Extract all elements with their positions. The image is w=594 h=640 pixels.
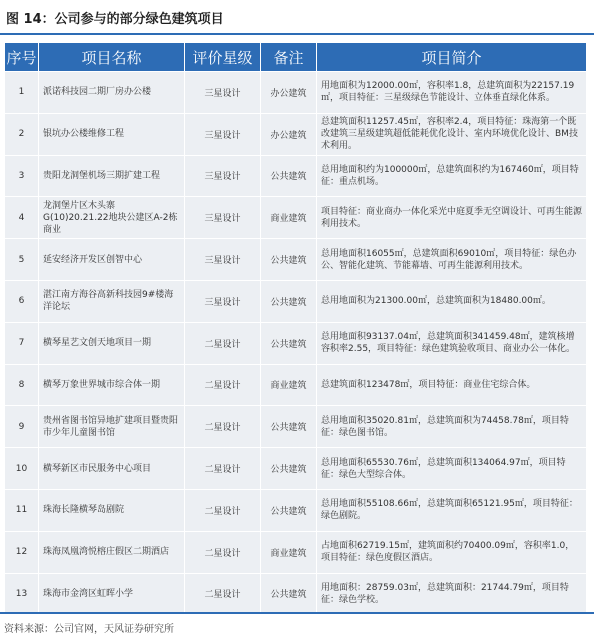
table-row — [5, 113, 587, 155]
header-remark: 备注 — [261, 43, 317, 72]
cell-description: 总用地面积65530.76㎡，总建筑面积134064.97㎡，项目特征：绿色大型综合体。 — [317, 448, 587, 490]
cell-project-name: 龙洞堡片区木头寨G(10)20.21.22地块公建区A-2栋商业 — [39, 197, 185, 239]
cell-no: 6 — [5, 280, 39, 322]
cell-remark: 公共建筑 — [261, 239, 317, 281]
cell-rating: 三星设计 — [185, 197, 261, 239]
table-row — [5, 72, 587, 114]
table-row — [5, 489, 587, 531]
cell-no: 1 — [5, 72, 39, 114]
table-row — [5, 280, 587, 322]
cell-project-name: 珠海市金湾区虹晖小学 — [39, 573, 185, 615]
cell-remark: 商业建筑 — [261, 197, 317, 239]
cell-no: 3 — [5, 155, 39, 197]
table-row — [5, 364, 587, 406]
cell-no: 10 — [5, 448, 39, 490]
figure-title: 图 14：公司参与的部分绿色建筑项目 — [6, 12, 224, 27]
cell-no: 13 — [5, 573, 39, 615]
cell-no: 12 — [5, 531, 39, 573]
cell-description: 总用地面积35020.81㎡，总建筑面积为74458.78㎡，项目特征：绿色图书馆。 — [317, 406, 587, 448]
cell-rating: 二星设计 — [185, 531, 261, 573]
cell-description: 总用地面积93137.04㎡，总建筑面积341459.48㎡，建筑核增容积率2.55，项目特征：绿色建筑验收项目、商业办公一体化。 — [317, 322, 587, 364]
header-rating: 评价星级 — [185, 43, 261, 72]
cell-description: 总用地面积为21300.00㎡，总建筑面积为18480.00㎡。 — [317, 280, 587, 322]
cell-description: 项目特征：商业商办一体化采光中庭夏季无空调设计、可再生能源利用技术。 — [317, 197, 587, 239]
cell-description: 用地面积为12000.00㎡，容积率1.8，总建筑面积为22157.19㎡，项目特征：三星级绿色节能设计、立体垂直绿化体系。 — [317, 72, 587, 114]
cell-remark: 公共建筑 — [261, 448, 317, 490]
cell-project-name: 珠海长隆横琴岛剧院 — [39, 489, 185, 531]
header-project-name: 项目名称 — [39, 43, 185, 72]
cell-project-name: 横琴星艺文创天地项目一期 — [39, 322, 185, 364]
cell-rating: 三星设计 — [185, 113, 261, 155]
cell-remark: 办公建筑 — [261, 72, 317, 114]
cell-rating: 二星设计 — [185, 448, 261, 490]
cell-project-name: 横琴新区市民服务中心项目 — [39, 448, 185, 490]
cell-rating: 二星设计 — [185, 322, 261, 364]
cell-rating: 二星设计 — [185, 364, 261, 406]
cell-description: 用地面积：28759.03㎡，总建筑面积：21744.79㎡，项目特征：绿色学校。 — [317, 573, 587, 615]
cell-remark: 商业建筑 — [261, 531, 317, 573]
header-no: 序号 — [5, 43, 39, 72]
cell-project-name: 银坑办公楼维修工程 — [39, 113, 185, 155]
table-header-row — [5, 43, 587, 72]
cell-remark: 公共建筑 — [261, 280, 317, 322]
cell-remark: 商业建筑 — [261, 364, 317, 406]
cell-project-name: 贵州省图书馆异地扩建项目暨贵阳市少年儿童图书馆 — [39, 406, 185, 448]
source-note: 资料来源：公司官网，天风证券研究所 — [4, 624, 174, 635]
cell-rating: 三星设计 — [185, 280, 261, 322]
cell-rating: 二星设计 — [185, 489, 261, 531]
cell-remark: 办公建筑 — [261, 113, 317, 155]
table-row — [5, 239, 587, 281]
cell-project-name: 派诺科技园二期厂房办公楼 — [39, 72, 185, 114]
table-row — [5, 448, 587, 490]
table-row — [5, 322, 587, 364]
cell-remark: 公共建筑 — [261, 489, 317, 531]
cell-description: 总用地面积16055㎡，总建筑面积69010㎡，项目特征：绿色办公、智能化建筑、节能幕墙、可再生能源利用技术。 — [317, 239, 587, 281]
cell-no: 9 — [5, 406, 39, 448]
cell-remark: 公共建筑 — [261, 406, 317, 448]
cell-no: 11 — [5, 489, 39, 531]
cell-rating: 三星设计 — [185, 72, 261, 114]
cell-rating: 三星设计 — [185, 155, 261, 197]
cell-project-name: 珠海凤凰湾悦榕庄假区二期酒店 — [39, 531, 185, 573]
green-building-projects-table — [4, 42, 587, 615]
table-row — [5, 155, 587, 197]
cell-rating: 三星设计 — [185, 239, 261, 281]
cell-project-name: 横琴万象世界城市综合体一期 — [39, 364, 185, 406]
cell-description: 占地面积62719.15㎡，建筑面积约70400.09㎡，容积率1.0，项目特征：绿色度假区酒店。 — [317, 531, 587, 573]
cell-remark: 公共建筑 — [261, 155, 317, 197]
cell-remark: 公共建筑 — [261, 573, 317, 615]
cell-description: 总建筑面积123478㎡，项目特征：商业住宅综合体。 — [317, 364, 587, 406]
table-row — [5, 406, 587, 448]
cell-project-name: 贵阳龙洞堡机场三期扩建工程 — [39, 155, 185, 197]
cell-description: 总用地面积55108.66㎡，总建筑面积65121.95㎡，项目特征：绿色剧院。 — [317, 489, 587, 531]
cell-no: 5 — [5, 239, 39, 281]
source-divider — [0, 612, 594, 614]
cell-remark: 公共建筑 — [261, 322, 317, 364]
cell-no: 7 — [5, 322, 39, 364]
cell-no: 8 — [5, 364, 39, 406]
cell-no: 4 — [5, 197, 39, 239]
cell-project-name: 湛江南方海谷高新科技园9#楼海洋论坛 — [39, 280, 185, 322]
table-row — [5, 197, 587, 239]
cell-rating: 二星设计 — [185, 406, 261, 448]
cell-no: 2 — [5, 113, 39, 155]
cell-description: 总建筑面积11257.45㎡，容积率2.4，项目特征：珠海第一个既改建筑三星级建筑超低能耗优化设计、室内环境优化设计、BM技术利用。 — [317, 113, 587, 155]
header-description: 项目简介 — [317, 43, 587, 72]
title-divider — [0, 33, 594, 35]
table-row — [5, 531, 587, 573]
figure-caption-area — [0, 0, 594, 36]
table-row — [5, 573, 587, 615]
cell-project-name: 延安经济开发区创智中心 — [39, 239, 185, 281]
cell-description: 总用地面积约为100000㎡，总建筑面积约为167460㎡，项目特征：重点机场。 — [317, 155, 587, 197]
cell-rating: 二星设计 — [185, 573, 261, 615]
